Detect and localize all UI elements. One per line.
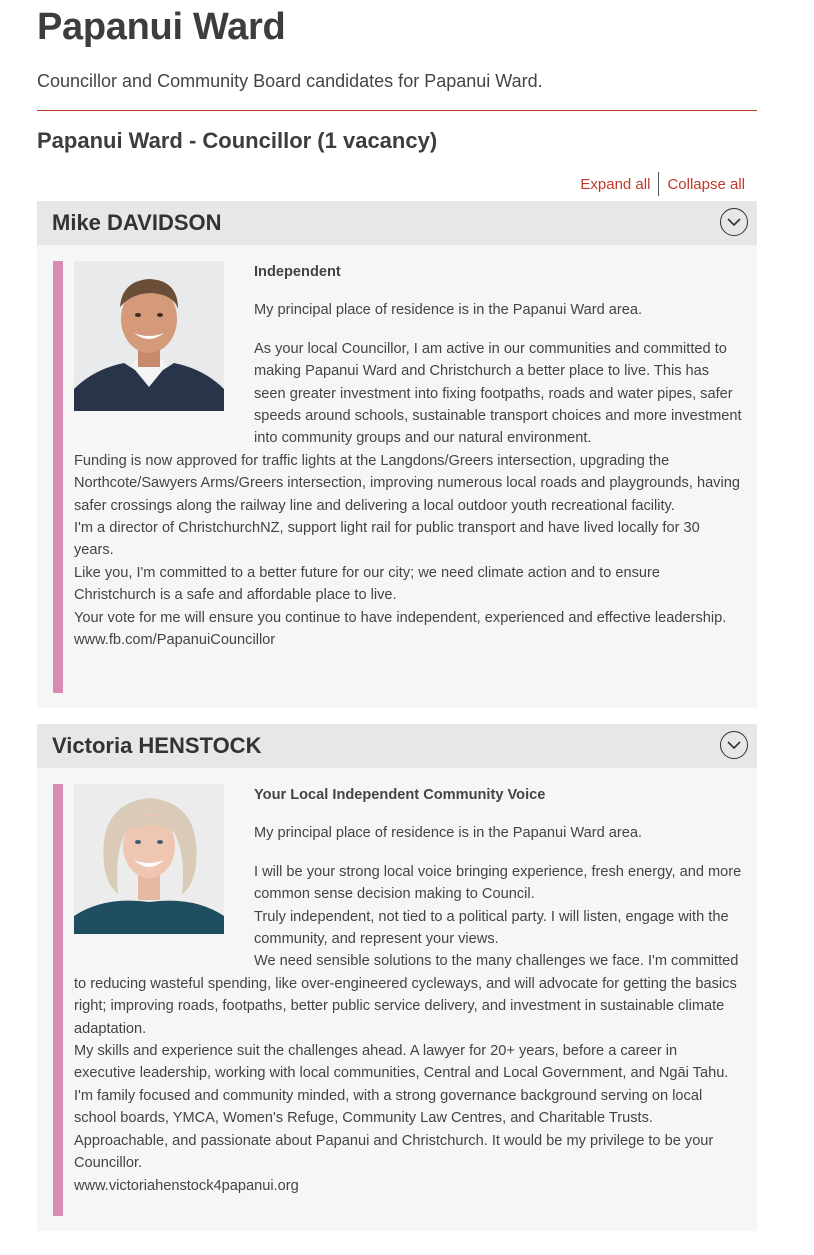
- candidate-header[interactable]: [37, 201, 757, 245]
- photo-spacer: [74, 784, 254, 964]
- candidate-residence: My principal place of residence is in the Papanui Ward area.: [254, 825, 643, 842]
- statement-paragraph: We need sensible solutions to the many challenges we face. I'm committed to reducing wasteful spending, like over-engineered cycleways, and will advocate for getting the basics right; improving roads, footpaths, better public service delivery, and investment in sustainable climate adaptation.: [74, 953, 739, 1037]
- chevron-up-icon[interactable]: [720, 731, 748, 759]
- candidate-affiliation: Your Local Independent Community Voice: [254, 787, 546, 803]
- candidate-name: Mike DAVIDSON: [52, 210, 222, 235]
- statement-paragraph: Approachable, and passionate about Papanui and Christchurch. It would be my privilege to be your Councillor.: [74, 1132, 714, 1172]
- statement-paragraph: Your vote for me will ensure you continue to have independent, experienced and effective leadership.: [74, 609, 727, 626]
- statement-paragraph: I will be your strong local voice bringing experience, fresh energy, and more common sense decision making to Council.: [254, 863, 742, 903]
- candidate-website: www.victoriahenstock4papanui.org: [74, 1177, 299, 1194]
- candidate-card: [37, 724, 757, 1231]
- statement-paragraph: Funding is now approved for traffic lights at the Langdons/Greers intersection, upgrading the Northcote/Sawyers Arms/Greers intersection, improving numerous local roads and playgrounds, having safer crossings along the railway line and delivering a local outdoor youth recreational facility.: [74, 452, 740, 514]
- divider: [37, 110, 757, 111]
- photo-spacer: [74, 261, 254, 441]
- statement-paragraph: As your local Councillor, I am active in our communities and committed to making Papanui Ward and Christchurch a better place to live. This has seen greater investment into fixing footpaths, roads and water pipes, safer speeds around schools, sustainable transport choices and more investment into community groups and our natural environment.: [254, 340, 742, 447]
- statement-paragraph: I'm family focused and community minded, with a strong governance background serving on local school boards, YMCA, Women's Refuge, Community Law Centres, and Charitable Trusts.: [74, 1087, 703, 1127]
- section-title: Papanui Ward - Councillor (1 vacancy): [37, 128, 438, 153]
- candidate-accent-bar: [53, 784, 63, 1216]
- page-intro: Councillor and Community Board candidates for Papanui Ward.: [37, 71, 543, 91]
- candidate-residence: My principal place of residence is in the Papanui Ward area.: [254, 302, 643, 319]
- candidate-accent-bar: [53, 261, 63, 693]
- candidate-website: www.fb.com/PapanuiCouncillor: [74, 632, 276, 649]
- candidate-name: Victoria HENSTOCK: [52, 733, 262, 758]
- candidate-header[interactable]: [37, 724, 757, 768]
- candidate-details: [74, 261, 742, 652]
- candidate-card: [37, 201, 757, 708]
- statement-paragraph: Truly independent, not tied to a political party. I will listen, engage with the community, and represent your views.: [254, 908, 729, 948]
- page-title: Papanui Ward: [37, 6, 286, 48]
- candidate-affiliation: Independent: [254, 264, 341, 280]
- expand-all-link[interactable]: Expand all: [580, 175, 651, 193]
- chevron-up-icon[interactable]: [720, 208, 748, 236]
- expand-collapse-controls: [572, 172, 751, 196]
- statement-paragraph: My skills and experience suit the challenges ahead. A lawyer for 20+ years, before a career in executive leadership, working with local communities, Central and Local Government, and Ngāi Tahu.: [74, 1043, 729, 1082]
- statement-paragraph: I'm a director of ChristchurchNZ, support light rail for public transport and have lived locally for 30 years.: [74, 520, 700, 559]
- collapse-all-link[interactable]: Collapse all: [667, 175, 745, 193]
- statement-paragraph: Like you, I'm committed to a better future for our city; we need climate action and to ensure Christchurch is a safe and affordable place to live.: [74, 564, 661, 604]
- candidate-details: [74, 784, 742, 1197]
